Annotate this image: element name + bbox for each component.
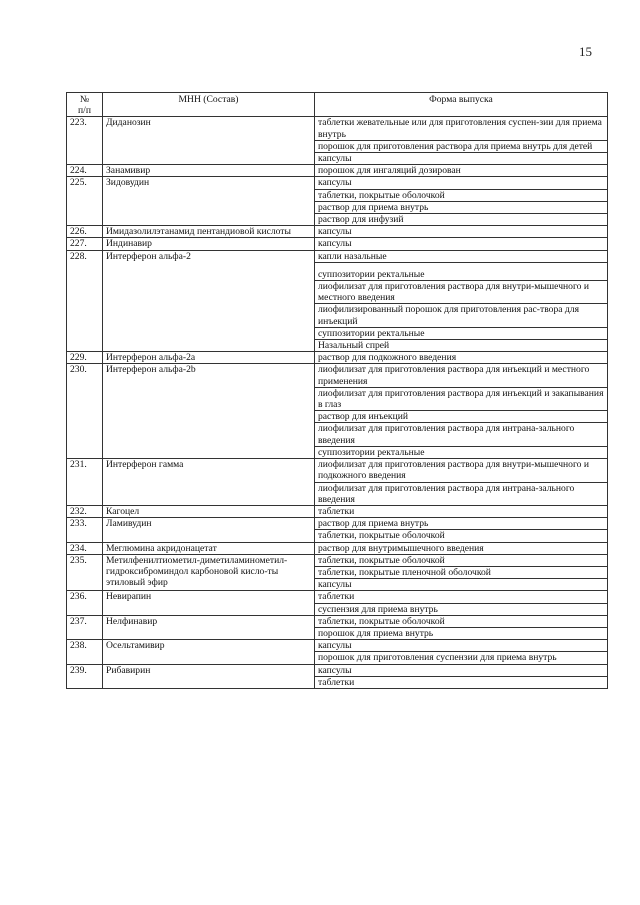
table-row <box>67 117 608 165</box>
row-forms <box>315 177 608 226</box>
header-name: МНН (Состав) <box>103 93 315 117</box>
table-row <box>67 459 608 506</box>
release-form: лиофилизат для приготовления раствора для интрана-зального введения <box>315 482 607 505</box>
row-inn-name: Рибавирин <box>103 664 315 688</box>
row-inn-name: Диданозин <box>103 117 315 165</box>
table-row <box>67 250 608 352</box>
header-number-abbr: п/п <box>78 105 91 117</box>
row-inn-name: Индинавир <box>103 238 315 250</box>
release-form: капсулы <box>315 152 607 164</box>
release-form: раствор для инфузий <box>315 213 607 225</box>
table-row <box>67 518 608 542</box>
release-form: раствор для внутримышечного введения <box>318 542 484 554</box>
release-form: капсулы <box>318 226 352 238</box>
row-forms <box>315 640 608 664</box>
release-form: лиофилизированный порошок для приготовления рас-твора для инъекций <box>315 303 607 326</box>
row-number: 227. <box>67 238 103 250</box>
table-row <box>67 238 608 250</box>
row-inn-name: Занамивир <box>103 165 315 177</box>
row-forms <box>315 165 608 177</box>
row-forms <box>315 364 608 459</box>
release-form: таблетки <box>318 505 355 517</box>
row-forms <box>315 518 608 542</box>
table-row <box>67 640 608 664</box>
table-row <box>67 352 608 364</box>
row-inn-name: Имидазолилэтанамид пентандиовой кислоты <box>103 226 315 238</box>
table-header-row <box>67 93 608 117</box>
table-row <box>67 165 608 177</box>
release-form: суппозитории ректальные <box>315 446 607 458</box>
release-form: таблетки жевательные или для приготовления суспен-зии для приема внутрь <box>318 117 602 140</box>
release-form: раствор для приема внутрь <box>315 201 607 213</box>
release-form: порошок для приготовления суспензии для приема внутрь <box>315 651 607 663</box>
row-number: 224. <box>67 165 103 177</box>
table-row <box>67 554 608 591</box>
header-number <box>67 93 103 117</box>
release-form: таблетки, покрытые оболочкой <box>315 189 607 201</box>
row-inn-name: Нелфинавир <box>103 615 315 639</box>
row-number: 235. <box>67 554 103 591</box>
release-form: капсулы <box>318 640 352 652</box>
row-inn-name: Осельтамивир <box>103 640 315 664</box>
table-body <box>67 117 608 689</box>
release-form: порошок для приготовления раствора для приема внутрь для детей <box>315 140 607 152</box>
row-number: 228. <box>67 250 103 352</box>
row-number: 238. <box>67 640 103 664</box>
table-row <box>67 615 608 639</box>
row-inn-name: Интерферон альфа-2 <box>103 250 315 352</box>
release-form: лиофилизат для приготовления раствора для инъекций и закапывания в глаз <box>315 387 607 410</box>
release-form: лиофилизат для приготовления раствора для интрана-зального введения <box>315 422 607 445</box>
row-inn-name: Интерферон альфа-2а <box>103 352 315 364</box>
release-form: таблетки, покрытые оболочкой <box>315 529 607 541</box>
row-inn-name: Интерферон альфа-2b <box>103 364 315 459</box>
release-form: таблетки <box>315 676 607 688</box>
row-number: 236. <box>67 591 103 615</box>
row-number: 229. <box>67 352 103 364</box>
release-form: капсулы <box>318 238 352 250</box>
table-row <box>67 591 608 615</box>
table-row <box>67 542 608 554</box>
row-forms <box>315 352 608 364</box>
table-row <box>67 177 608 226</box>
release-form: суппозитории ректальные <box>315 327 607 339</box>
row-inn-name: Меглюмина акридонацетат <box>103 542 315 554</box>
release-form: капсулы <box>318 664 352 676</box>
table-row <box>67 226 608 238</box>
row-number: 234. <box>67 542 103 554</box>
release-form: раствор для приема внутрь <box>318 518 429 530</box>
release-form: лиофилизат для приготовления раствора для инъекций и местного применения <box>318 364 590 387</box>
release-form: таблетки, покрытые оболочкой <box>318 615 445 627</box>
page-number: 15 <box>579 44 592 59</box>
row-number: 233. <box>67 518 103 542</box>
release-form: порошок для ингаляций дозирован <box>318 165 461 177</box>
row-forms <box>315 505 608 517</box>
release-form: капли назальные <box>318 250 387 262</box>
medicines-table <box>66 92 608 689</box>
row-inn-name: Кагоцел <box>103 505 315 517</box>
release-form: таблетки <box>318 591 355 603</box>
row-forms <box>315 117 608 165</box>
row-inn-name: Метилфенилтиометил-диметиламинометил-гидроксиброминдол карбоновой кисло-ты этиловый эфир <box>103 554 315 591</box>
release-form: таблетки, покрытые пленочной оболочкой <box>315 566 607 578</box>
row-number: 226. <box>67 226 103 238</box>
row-forms <box>315 226 608 238</box>
row-number: 237. <box>67 615 103 639</box>
row-number: 231. <box>67 459 103 506</box>
row-inn-name: Зидовудин <box>103 177 315 226</box>
row-number: 239. <box>67 664 103 688</box>
row-number: 225. <box>67 177 103 226</box>
row-number: 223. <box>67 117 103 165</box>
row-inn-name: Интерферон гамма <box>103 459 315 506</box>
row-inn-name: Невирапин <box>103 591 315 615</box>
row-inn-name: Ламивудин <box>103 518 315 542</box>
release-form: раствор для подкожного введения <box>318 352 457 364</box>
release-form: Назальный спрей <box>315 339 607 351</box>
release-form: суспензия для приема внутрь <box>315 603 607 615</box>
row-number: 232. <box>67 505 103 517</box>
row-number: 230. <box>67 364 103 459</box>
row-forms <box>315 664 608 688</box>
row-forms <box>315 250 608 352</box>
header-form: Форма выпуска <box>315 93 608 117</box>
row-forms <box>315 615 608 639</box>
release-form: капсулы <box>318 177 352 189</box>
table-row <box>67 364 608 459</box>
row-forms <box>315 554 608 591</box>
row-forms <box>315 459 608 506</box>
header-number-symbol: № <box>79 94 90 105</box>
row-forms <box>315 542 608 554</box>
table-row <box>67 664 608 688</box>
release-form: таблетки, покрытые оболочкой <box>318 554 445 566</box>
release-form: лиофилизат для приготовления раствора для внутри-мышечного и местного введения <box>315 280 607 303</box>
release-form: капсулы <box>315 578 607 590</box>
release-form: раствор для инъекций <box>315 410 607 422</box>
release-form: порошок для приема внутрь <box>315 627 607 639</box>
release-form: лиофилизат для приготовления раствора для внутри-мышечного и подкожного введения <box>318 459 589 482</box>
row-forms <box>315 238 608 250</box>
table-row <box>67 505 608 517</box>
row-forms <box>315 591 608 615</box>
release-form: суппозитории ректальные <box>315 262 607 280</box>
